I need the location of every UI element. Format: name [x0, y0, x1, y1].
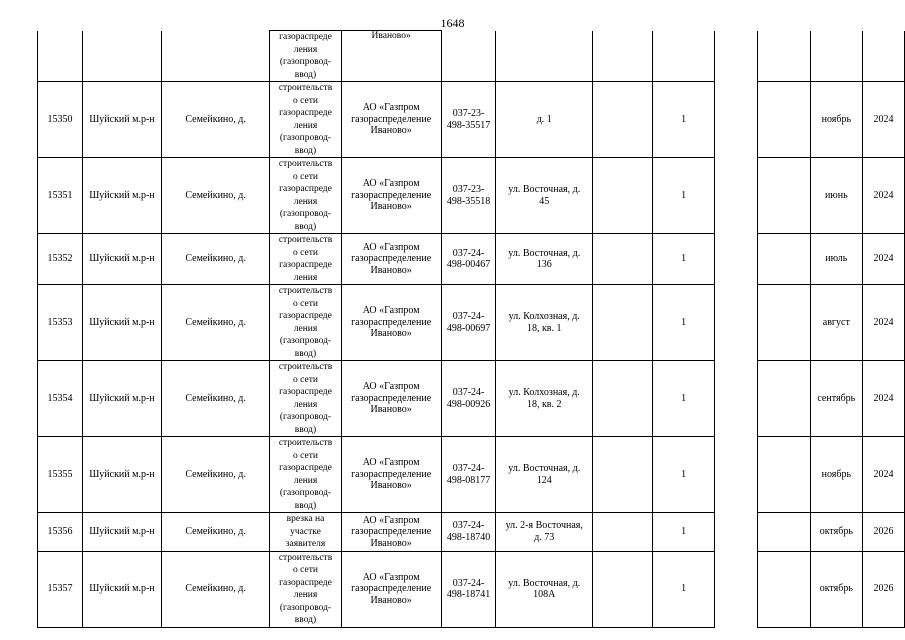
cell-spare — [758, 158, 810, 234]
cell-address-line: ул. Восточная, д. — [508, 247, 581, 259]
cell-blank — [593, 361, 653, 437]
cell-work-line: строительств — [278, 362, 333, 372]
cell-locality: Семейкино, д. — [161, 158, 270, 234]
cell-address-line: д. 1 — [536, 113, 552, 125]
cell-code — [441, 437, 496, 513]
cell-work-line: (газопровод- — [279, 57, 332, 67]
cell-code — [441, 551, 496, 627]
table-row — [38, 234, 905, 285]
cell-qty: 1 — [653, 437, 715, 513]
cell-gap — [715, 513, 758, 552]
cell-district — [83, 31, 162, 82]
cell-work-line: о сети — [293, 450, 318, 461]
cell-gap — [715, 361, 758, 437]
cell-locality: Семейкино, д. — [161, 82, 270, 158]
cell-month — [810, 31, 863, 82]
table-row-continuation — [38, 31, 905, 82]
cell-org-line: газораспределение — [351, 113, 432, 125]
cell-work-line: строительств — [278, 286, 333, 296]
cell-org — [341, 551, 441, 627]
cell-blank — [593, 158, 653, 234]
cell-code-line: 498-18740 — [446, 531, 491, 543]
cell-year: 2024 — [863, 285, 905, 361]
cell-spare — [758, 234, 810, 285]
cell-id: 15357 — [38, 551, 83, 627]
table-row — [38, 361, 905, 437]
cell-month: ноябрь — [810, 437, 863, 513]
cell-month: июль — [810, 234, 863, 285]
cell-code-line: 498-35517 — [446, 119, 491, 131]
cell-address — [496, 437, 593, 513]
cell-work-line: о сети — [293, 171, 318, 182]
cell-month: октябрь — [810, 551, 863, 627]
cell-org-line: газораспределение — [351, 189, 432, 201]
cell-year — [863, 31, 905, 82]
cell-gap — [715, 31, 758, 82]
cell-code — [441, 234, 496, 285]
cell-code-line: 037-24- — [452, 387, 485, 398]
cell-address-line: ул. Восточная, д. — [508, 184, 581, 195]
cell-id: 15355 — [38, 437, 83, 513]
cell-year: 2024 — [863, 361, 905, 437]
cell-code-line: 037-24- — [452, 463, 485, 474]
cell-org — [341, 158, 441, 234]
cell-month: ноябрь — [810, 82, 863, 158]
cell-address-line: 18, кв. 2 — [526, 398, 562, 410]
cell-code-line: 037-24- — [452, 311, 485, 322]
cell-district: Шуйский м.р-н — [83, 158, 162, 234]
cell-work-line: о сети — [293, 565, 318, 575]
cell-address-line: д. 73 — [534, 531, 555, 543]
cell-org-line: АО «Газпром — [362, 241, 420, 253]
cell-address-line: ул. Восточная, д. — [508, 463, 581, 474]
cell-address-line: 124 — [536, 474, 552, 486]
cell-year: 2026 — [863, 551, 905, 627]
cell-work — [270, 361, 341, 437]
cell-code-line: 498-35518 — [446, 195, 491, 207]
cell-code-line: 037-23- — [452, 108, 485, 119]
table-row — [38, 551, 905, 627]
cell-work-line: ления — [293, 272, 318, 283]
cell-code-line: 498-08177 — [446, 474, 491, 486]
cell-address — [496, 285, 593, 361]
cell-year: 2026 — [863, 513, 905, 552]
cell-work-line: ввод) — [294, 348, 317, 359]
cell-work — [270, 158, 341, 234]
cell-org-line: Иваново» — [371, 31, 411, 41]
cell-work-line: газораспреде — [279, 311, 332, 321]
cell-org — [341, 361, 441, 437]
cell-org-line: Иваново» — [370, 328, 412, 340]
cell-address — [496, 82, 593, 158]
cell-work-line: газораспреде — [279, 577, 332, 588]
cell-work-line: газораспреде — [279, 260, 332, 270]
cell-month: сентябрь — [810, 361, 863, 437]
cell-work-line: газораспреде — [279, 184, 332, 194]
cell-work-line: врезка на — [286, 514, 325, 524]
cell-year: 2024 — [863, 158, 905, 234]
cell-work-line: строительств — [278, 552, 333, 563]
cell-locality: Семейкино, д. — [161, 513, 270, 552]
cell-locality: Семейкино, д. — [161, 285, 270, 361]
cell-org-line: АО «Газпром — [362, 514, 420, 526]
cell-spare — [758, 513, 810, 552]
table-body — [38, 31, 905, 628]
cell-org-line: газораспределение — [351, 526, 432, 537]
cell-org-line: газораспределение — [351, 583, 432, 595]
cell-work-line: строительств — [278, 83, 333, 93]
cell-address — [496, 551, 593, 627]
cell-org-line: Иваново» — [370, 404, 412, 416]
table-row — [38, 82, 905, 158]
document-table — [37, 30, 905, 628]
cell-address — [496, 158, 593, 234]
cell-district: Шуйский м.р-н — [83, 437, 162, 513]
cell-work-line: ввод) — [294, 500, 317, 511]
cell-org — [341, 513, 441, 552]
cell-spare — [758, 437, 810, 513]
cell-id: 15350 — [38, 82, 83, 158]
cell-gap — [715, 234, 758, 285]
cell-gap — [715, 437, 758, 513]
cell-org-line: газораспределение — [351, 316, 432, 328]
cell-work-line: газораспреде — [279, 108, 332, 118]
cell-org-line: АО «Газпром — [362, 305, 420, 317]
table-row — [38, 437, 905, 513]
cell-work — [270, 551, 341, 627]
cell-code-line: 498-00697 — [446, 322, 491, 334]
cell-spare — [758, 361, 810, 437]
cell-org-line: Иваново» — [370, 537, 412, 549]
cell-qty: 1 — [653, 285, 715, 361]
cell-work-line: (газопровод- — [279, 133, 332, 143]
page-number: 1648 — [440, 16, 465, 30]
cell-district: Шуйский м.р-н — [83, 551, 162, 627]
cell-id: 15356 — [38, 513, 83, 552]
cell-spare — [758, 31, 810, 82]
cell-id: 15353 — [38, 285, 83, 361]
cell-work-line: газораспреде — [279, 32, 332, 42]
cell-work-line: строительств — [278, 159, 333, 169]
cell-address-line: 45 — [539, 195, 550, 207]
cell-code-line: 498-18741 — [446, 589, 491, 600]
cell-month: июнь — [810, 158, 863, 234]
cell-code — [441, 82, 496, 158]
cell-work — [270, 82, 341, 158]
cell-month: октябрь — [810, 513, 863, 552]
cell-locality — [161, 31, 270, 82]
cell-work — [270, 513, 341, 552]
cell-work-line: ления — [293, 120, 318, 131]
cell-blank — [593, 513, 653, 552]
cell-address — [496, 513, 593, 552]
table-row — [38, 285, 905, 361]
cell-qty: 1 — [653, 361, 715, 437]
cell-month: август — [810, 285, 863, 361]
cell-blank — [593, 551, 653, 627]
cell-org — [341, 285, 441, 361]
cell-district: Шуйский м.р-н — [83, 82, 162, 158]
cell-work-line: о сети — [293, 374, 318, 385]
cell-id: 15354 — [38, 361, 83, 437]
cell-org — [341, 234, 441, 285]
cell-gap — [715, 285, 758, 361]
cell-org-line: Иваново» — [370, 125, 412, 137]
cell-gap — [715, 551, 758, 627]
cell-org-line: газораспределение — [351, 468, 432, 480]
cell-code-line: 498-00467 — [446, 259, 491, 270]
cell-blank — [593, 82, 653, 158]
cell-work — [270, 285, 341, 361]
cell-qty: 1 — [653, 82, 715, 158]
cell-code — [441, 361, 496, 437]
cell-year: 2024 — [863, 234, 905, 285]
cell-address-line: ул. 2-я Восточная, — [505, 520, 583, 532]
cell-code — [441, 31, 496, 82]
cell-work-line: строительств — [278, 438, 333, 448]
cell-locality: Семейкино, д. — [161, 551, 270, 627]
cell-work-line: ввод) — [294, 145, 317, 156]
cell-work-line: газораспреде — [279, 387, 332, 397]
cell-work-line: строительств — [278, 235, 333, 245]
cell-work-line: ввод) — [294, 221, 317, 232]
cell-org-line: АО «Газпром — [362, 102, 420, 114]
cell-org — [341, 82, 441, 158]
cell-work-line: (газопровод- — [279, 209, 332, 219]
cell-code-line: 037-24- — [452, 247, 485, 259]
cell-year: 2024 — [863, 437, 905, 513]
cell-work-line: ления — [293, 399, 318, 410]
cell-spare — [758, 551, 810, 627]
cell-work-line: ления — [293, 323, 318, 334]
cell-work-line: газораспреде — [279, 463, 332, 473]
cell-address-line: ул. Колхозная, д. — [508, 311, 580, 322]
cell-org-line: газораспределение — [351, 253, 432, 265]
cell-work — [270, 31, 341, 82]
cell-work-line: ления — [293, 44, 318, 55]
cell-code-line: 498-00926 — [446, 398, 491, 410]
cell-org-line: АО «Газпром — [362, 178, 420, 190]
cell-org-line: газораспределение — [351, 392, 432, 404]
cell-org — [341, 31, 441, 82]
cell-id — [38, 31, 83, 82]
cell-address-line: ул. Восточная, д. — [508, 577, 581, 589]
cell-year: 2024 — [863, 82, 905, 158]
cell-address-line: 108А — [533, 589, 556, 600]
cell-work — [270, 437, 341, 513]
cell-qty: 1 — [653, 551, 715, 627]
cell-qty — [653, 31, 715, 82]
cell-work-line: ввод) — [294, 424, 317, 435]
cell-work-line: о сети — [293, 247, 318, 258]
cell-org-line: АО «Газпром — [362, 571, 420, 583]
cell-qty: 1 — [653, 234, 715, 285]
cell-code — [441, 285, 496, 361]
cell-org-line: Иваново» — [370, 480, 412, 492]
cell-code-line: 037-24- — [452, 520, 485, 532]
cell-locality: Семейкино, д. — [161, 361, 270, 437]
cell-code — [441, 513, 496, 552]
cell-org-line: АО «Газпром — [362, 381, 420, 393]
cell-address-line: 18, кв. 1 — [526, 322, 562, 334]
cell-work-line: заявителя — [285, 539, 326, 549]
cell-work-line: ввод) — [294, 615, 317, 625]
cell-blank — [593, 31, 653, 82]
cell-org — [341, 437, 441, 513]
cell-id: 15352 — [38, 234, 83, 285]
cell-spare — [758, 82, 810, 158]
cell-locality: Семейкино, д. — [161, 234, 270, 285]
cell-work-line: (газопровод- — [279, 336, 332, 346]
cell-address-line: ул. Колхозная, д. — [508, 387, 580, 398]
cell-locality: Семейкино, д. — [161, 437, 270, 513]
cell-blank — [593, 234, 653, 285]
cell-blank — [593, 285, 653, 361]
cell-code — [441, 158, 496, 234]
cell-address — [496, 361, 593, 437]
cell-work-line: о сети — [293, 298, 318, 309]
cell-gap — [715, 158, 758, 234]
cell-qty: 1 — [653, 158, 715, 234]
cell-org-line: Иваново» — [370, 201, 412, 213]
cell-gap — [715, 82, 758, 158]
cell-blank — [593, 437, 653, 513]
cell-spare — [758, 285, 810, 361]
cell-code-line: 037-24- — [452, 577, 485, 589]
cell-work-line: (газопровод- — [279, 602, 332, 613]
cell-district: Шуйский м.р-н — [83, 513, 162, 552]
cell-work-line: ления — [293, 590, 318, 600]
cell-district: Шуйский м.р-н — [83, 285, 162, 361]
cell-district: Шуйский м.р-н — [83, 361, 162, 437]
table-row — [38, 158, 905, 234]
cell-code-line: 037-23- — [452, 184, 485, 195]
cell-org-line: Иваново» — [370, 594, 412, 606]
cell-address-line: 136 — [536, 259, 552, 270]
table-row — [38, 513, 905, 552]
cell-work-line: ления — [293, 196, 318, 207]
cell-org-line: Иваново» — [370, 264, 412, 276]
cell-org-line: АО «Газпром — [362, 457, 420, 469]
cell-qty: 1 — [653, 513, 715, 552]
cell-work-line: (газопровод- — [279, 488, 332, 498]
cell-work-line: участке — [290, 526, 321, 537]
cell-address — [496, 234, 593, 285]
cell-address — [496, 31, 593, 82]
cell-district: Шуйский м.р-н — [83, 234, 162, 285]
cell-work-line: ления — [293, 475, 318, 486]
cell-work-line: о сети — [293, 95, 318, 106]
cell-work — [270, 234, 341, 285]
cell-work-line: ввод) — [294, 69, 317, 80]
cell-work-line: (газопровод- — [279, 412, 332, 422]
cell-id: 15351 — [38, 158, 83, 234]
